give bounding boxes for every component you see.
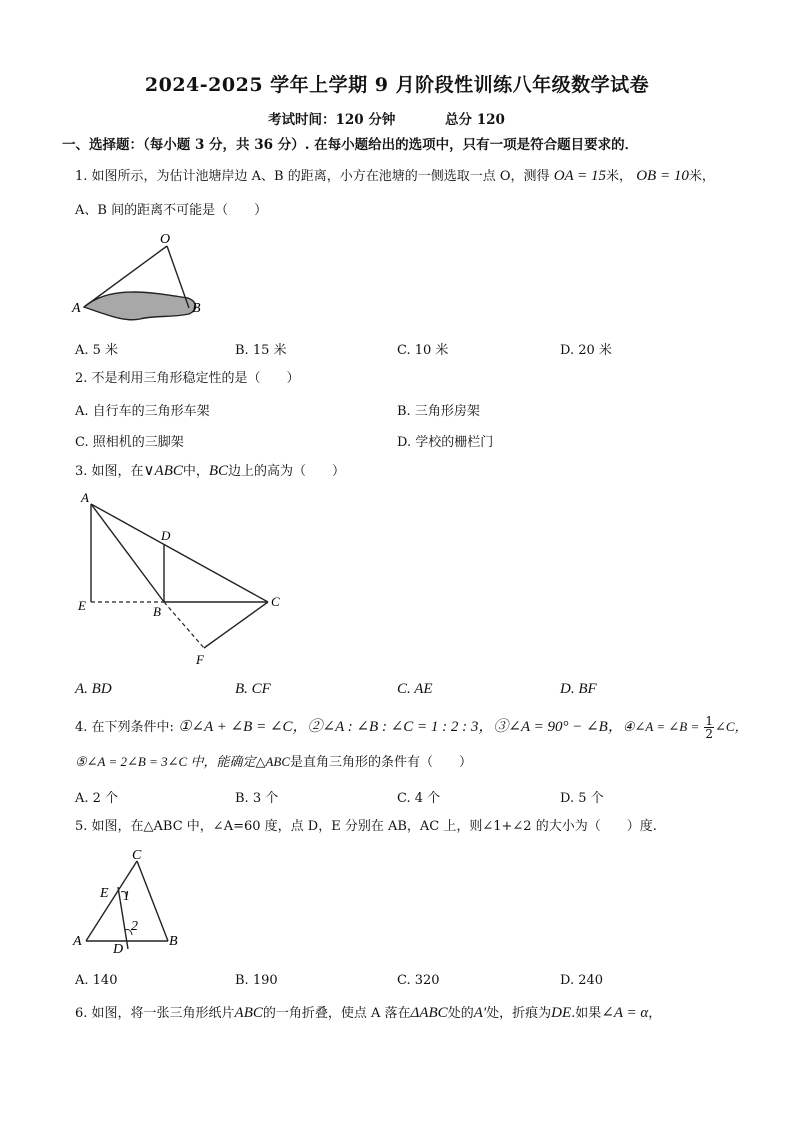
q6-stem-end: ， bbox=[648, 1006, 662, 1021]
q1-unit1: 米， bbox=[606, 169, 633, 184]
q4-option-c[interactable]: C. 4 个 bbox=[397, 791, 441, 806]
q3-option-a[interactable] bbox=[75, 681, 112, 698]
label-angle-1: 1 bbox=[123, 889, 130, 904]
q1-option-c[interactable]: C. 10 米 bbox=[397, 343, 449, 358]
question-1 bbox=[75, 166, 715, 187]
label-b: B bbox=[169, 934, 178, 949]
q5-option-a[interactable]: A. 140 bbox=[75, 973, 118, 988]
total-score: 总分 120 bbox=[445, 112, 505, 128]
q2-stem: 2. 不是利用三角形稳定性的是（ ） bbox=[75, 371, 300, 386]
pond-shape bbox=[84, 292, 196, 320]
q6-triangle: ΔABC bbox=[410, 1005, 448, 1021]
segment-bf-dashed bbox=[164, 602, 204, 648]
question-6 bbox=[75, 1003, 661, 1024]
q4-line2 bbox=[75, 752, 472, 773]
q6-stem-mid3: 处，折痕为 bbox=[486, 1006, 552, 1021]
label-a: A bbox=[72, 301, 81, 316]
q4-stem-pre: 4. 在下列条件中: bbox=[75, 720, 179, 735]
q3-triangle: ∨ABC bbox=[143, 463, 183, 479]
label-b: B bbox=[192, 301, 201, 316]
label-c: C bbox=[132, 848, 142, 863]
q4-frac-num: 1 bbox=[705, 714, 714, 728]
q4-option-b[interactable]: B. 3 个 bbox=[235, 791, 279, 806]
q3-option-d[interactable] bbox=[560, 681, 597, 698]
segment-ac bbox=[91, 504, 268, 602]
segment-ab bbox=[91, 504, 164, 602]
q4-cond-5: ⑤∠A = 2∠B = 3∠C 中，能确定 bbox=[75, 754, 256, 769]
q2-option-c[interactable]: C. 照相机的三脚架 bbox=[75, 435, 184, 450]
label-angle-2: 2 bbox=[131, 919, 138, 934]
q2-option-b[interactable]: B. 三角形房架 bbox=[397, 404, 480, 419]
q6-stem-mid4: .如果 bbox=[571, 1006, 602, 1021]
q4-cond-4: ④∠A = ∠B = bbox=[622, 719, 700, 734]
q2-option-d[interactable]: D. 学校的栅栏门 bbox=[397, 435, 494, 450]
q1-figure bbox=[70, 230, 210, 325]
question-3 bbox=[75, 461, 345, 482]
segment-fc bbox=[204, 602, 268, 648]
q4-option-a[interactable]: A. 2 个 bbox=[75, 791, 119, 806]
question-4 bbox=[75, 715, 748, 740]
q5-option-c[interactable]: C. 320 bbox=[397, 973, 440, 988]
q3-figure bbox=[75, 488, 295, 670]
q6-abc: ABC bbox=[234, 1005, 263, 1021]
section-heading: 一、选择题：（每小题 3 分，共 36 分）. 在每小题给出的选项中，只有一项是符合题目要求的． bbox=[62, 137, 639, 153]
q1-option-b[interactable]: B. 15 米 bbox=[235, 343, 287, 358]
q6-angle: ∠A = α bbox=[601, 1005, 649, 1021]
q3-option-c-text: C. AE bbox=[397, 681, 433, 697]
segment-cb bbox=[137, 861, 168, 941]
q6-stem-mid2: 处的 bbox=[447, 1006, 474, 1021]
q1-option-d[interactable]: D. 20 米 bbox=[560, 343, 612, 358]
q5-figure bbox=[70, 845, 190, 957]
q6-de: DE bbox=[551, 1005, 572, 1021]
q1-option-a[interactable]: A. 5 米 bbox=[75, 343, 119, 358]
q1-stem: 1. 如图所示，为估计池塘岸边 A、B 的距离，小方在池塘的一侧选取一点 O，测得 bbox=[75, 169, 550, 184]
label-d: D bbox=[113, 942, 124, 957]
q3-option-b-text: B. CF bbox=[235, 681, 271, 697]
q4-cond-1: ①∠A + ∠B = ∠C， bbox=[178, 719, 308, 735]
q3-option-c[interactable] bbox=[397, 681, 433, 698]
label-a: A bbox=[81, 490, 89, 505]
q4-cond-4-end: ∠C， bbox=[715, 719, 748, 734]
label-a: A bbox=[73, 934, 82, 949]
q5-stem: 5. 如图，在△ABC 中，∠A=60 度，点 D，E 分别在 AB，AC 上，则∠1+∠2 的大小为（ ）度. bbox=[75, 819, 657, 834]
q3-option-a-text: A. BD bbox=[75, 681, 112, 697]
label-o: O bbox=[160, 232, 171, 247]
q5-option-b[interactable]: B. 190 bbox=[235, 973, 278, 988]
q4-triangle: △ABC bbox=[255, 754, 291, 769]
q1-unit2: 米， bbox=[688, 169, 715, 184]
label-b: B bbox=[153, 604, 161, 619]
q6-stem-pre: 6. 如图，将一张三角形纸片 bbox=[75, 1006, 235, 1021]
q3-option-d-text: D. BF bbox=[560, 681, 597, 697]
q3-stem-post: 边上的高为（ ） bbox=[228, 464, 346, 479]
q4-cond-2: ②∠A : ∠B : ∠C = 1 : 2 : 3， bbox=[307, 719, 494, 735]
q6-aprime: A′ bbox=[473, 1005, 487, 1021]
label-f: F bbox=[196, 652, 204, 667]
q3-option-b[interactable] bbox=[235, 681, 271, 698]
q4-cond-3: ③∠A = 90° − ∠B， bbox=[493, 719, 623, 735]
q6-stem-mid: 的一角折叠，使点 A 落在 bbox=[262, 1006, 411, 1021]
label-e: E bbox=[78, 598, 86, 613]
q4-option-d[interactable]: D. 5 个 bbox=[560, 791, 604, 806]
q4-frac-den: 2 bbox=[705, 727, 714, 741]
q3-bc: BC bbox=[208, 463, 229, 479]
q3-stem-mid: 中， bbox=[182, 464, 209, 479]
q2-option-a[interactable]: A. 自行车的三角形车架 bbox=[75, 404, 210, 419]
label-c: C bbox=[271, 594, 280, 609]
label-e: E bbox=[100, 886, 109, 901]
q4-stem-post: 是直角三角形的条件有（ ） bbox=[290, 755, 473, 770]
q5-option-d[interactable]: D. 240 bbox=[560, 973, 604, 988]
exam-time: 考试时间：120 分钟 bbox=[268, 112, 396, 128]
q3-stem-pre: 3. 如图，在 bbox=[75, 464, 144, 479]
q4-fraction bbox=[704, 715, 714, 740]
q1-oa: OA = 15 bbox=[553, 168, 607, 184]
q1-stem-line2: A、B 间的距离不可能是（ ） bbox=[75, 203, 268, 218]
page-title: 2024-2025 学年上学期 9 月阶段性训练八年级数学试卷 bbox=[144, 74, 650, 96]
label-d: D bbox=[161, 528, 171, 543]
q1-ob: OB = 10 bbox=[636, 168, 689, 184]
